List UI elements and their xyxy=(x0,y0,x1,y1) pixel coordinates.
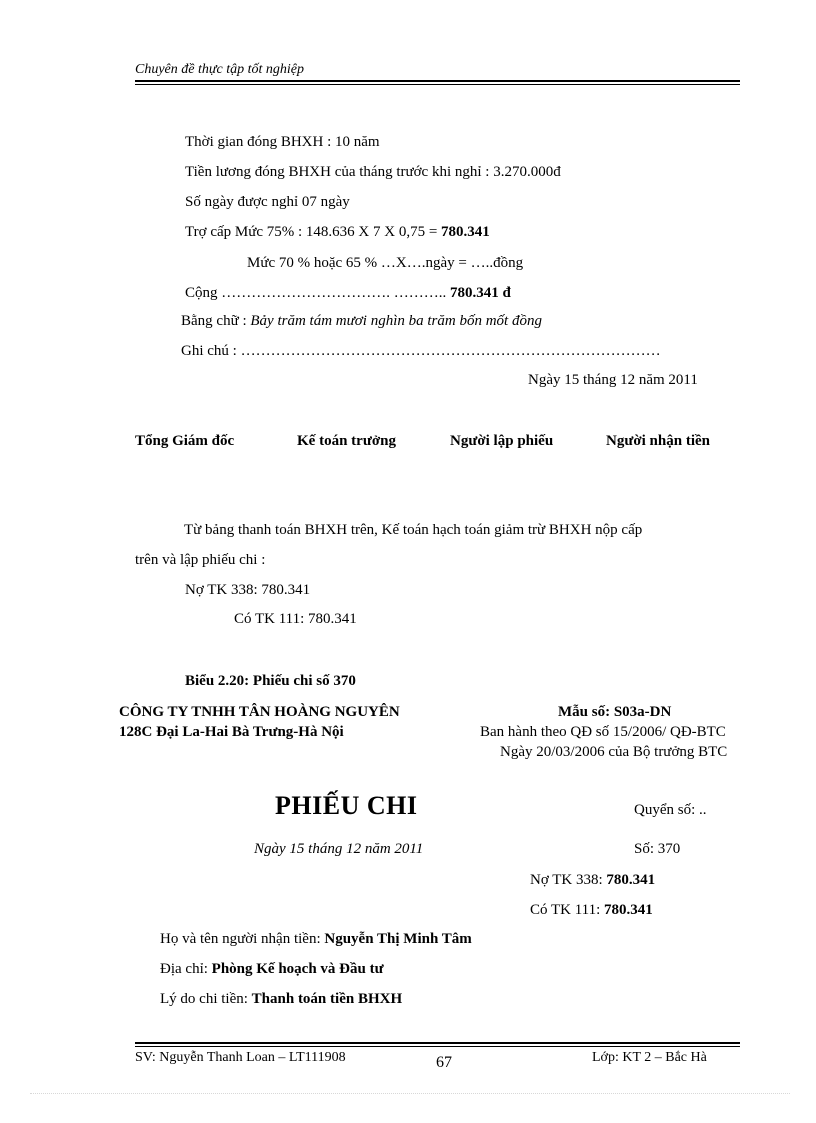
voucher-title: PHIẾU CHI xyxy=(275,791,418,820)
company-address: 128C Đại La-Hai Bà Trưng-Hà Nội xyxy=(119,724,344,740)
calc-date: Ngày 15 tháng 12 năm 2011 xyxy=(528,372,698,388)
page-edge-dotted-line xyxy=(30,1093,790,1094)
company-name: CÔNG TY TNHH TÂN HOÀNG NGUYÊN xyxy=(119,704,400,720)
total-line xyxy=(185,285,511,302)
signature-chief-accountant: Kế toán trưởng xyxy=(297,433,396,449)
contribution-period: Thời gian đóng BHXH : 10 năm xyxy=(185,134,380,150)
running-title: Chuyên đề thực tập tốt nghiệp xyxy=(135,62,304,77)
journal-credit: Có TK 111: 780.341 xyxy=(234,611,357,627)
reason-value: Thanh toán tiền BHXH xyxy=(251,991,403,1007)
paragraph-line-1: Từ bảng thanh toán BHXH trên, Kế toán hạch toán giảm trừ BHXH nộp cấp xyxy=(184,522,643,538)
form-number: Mẫu số: S03a-DN xyxy=(558,704,672,720)
allowance-70-65: Mức 70 % hoặc 65 % …X….ngày = …..đồng xyxy=(247,255,524,271)
previous-salary: Tiền lương đóng BHXH của tháng trước khi nghỉ : 3.270.000đ xyxy=(185,164,561,180)
signature-preparer: Người lập phiếu xyxy=(450,433,554,449)
header-rule-thin xyxy=(135,84,740,85)
form-caption: Biểu 2.20: Phiếu chi số 370 xyxy=(185,673,356,689)
footer-class: Lớp: KT 2 – Bắc Hà xyxy=(592,1050,707,1065)
days-off: Số ngày được nghỉ 07 ngày xyxy=(185,194,350,210)
page-number: 67 xyxy=(436,1054,452,1071)
voucher-date: Ngày 15 tháng 12 năm 2011 xyxy=(254,841,424,857)
words-label: Bằng chữ : xyxy=(181,313,251,329)
footer-rule-thin xyxy=(135,1046,740,1047)
allowance-75 xyxy=(185,224,490,241)
voucher-credit-label: Có TK 111: xyxy=(530,902,605,918)
total-text: Cộng ……………………………. ……….. xyxy=(185,285,451,301)
journal-debit: Nợ TK 338: 780.341 xyxy=(185,582,311,598)
words-value: Bảy trăm tám mươi nghìn ba trăm bốn mốt đồng xyxy=(250,313,542,329)
voucher-debit xyxy=(530,872,655,889)
voucher-debit-value: 780.341 xyxy=(606,872,656,888)
voucher-number: Số: 370 xyxy=(634,841,681,857)
amount-in-words xyxy=(181,313,542,330)
allowance-75-text: Trợ cấp Mức 75% : 148.636 X 7 X 0,75 = xyxy=(185,224,442,240)
header-rule xyxy=(135,80,740,82)
total-value: 780.341 đ xyxy=(450,285,511,301)
signature-receiver: Người nhận tiền xyxy=(606,433,710,449)
address-line xyxy=(160,961,384,978)
voucher-debit-label: Nợ TK 338: xyxy=(530,872,607,888)
voucher-credit-value: 780.341 xyxy=(604,902,653,918)
footer-rule xyxy=(135,1042,740,1044)
address-value: Phòng Kế hoạch và Đầu tư xyxy=(211,961,384,977)
voucher-credit xyxy=(530,902,653,919)
book-number: Quyển số: .. xyxy=(634,802,707,818)
receiver-label: Họ và tên người nhận tiền: xyxy=(160,931,325,947)
note-line: Ghi chú : ………………………………………………………………………… xyxy=(181,343,661,359)
signature-director: Tổng Giám đốc xyxy=(135,433,235,449)
form-issued-date: Ngày 20/03/2006 của Bộ trưởng BTC xyxy=(500,744,728,760)
reason-label: Lý do chi tiền: xyxy=(160,991,252,1007)
allowance-75-value: 780.341 xyxy=(441,224,490,240)
paragraph-line-2: trên và lập phiếu chi : xyxy=(135,552,266,568)
receiver-name: Nguyễn Thị Minh Tâm xyxy=(324,931,472,947)
form-issued-by: Ban hành theo QĐ số 15/2006/ QĐ-BTC xyxy=(480,724,726,740)
address-label: Địa chỉ: xyxy=(160,961,212,977)
reason-line xyxy=(160,991,402,1008)
footer-student: SV: Nguyễn Thanh Loan – LT111908 xyxy=(135,1050,346,1065)
receiver-line xyxy=(160,931,472,948)
